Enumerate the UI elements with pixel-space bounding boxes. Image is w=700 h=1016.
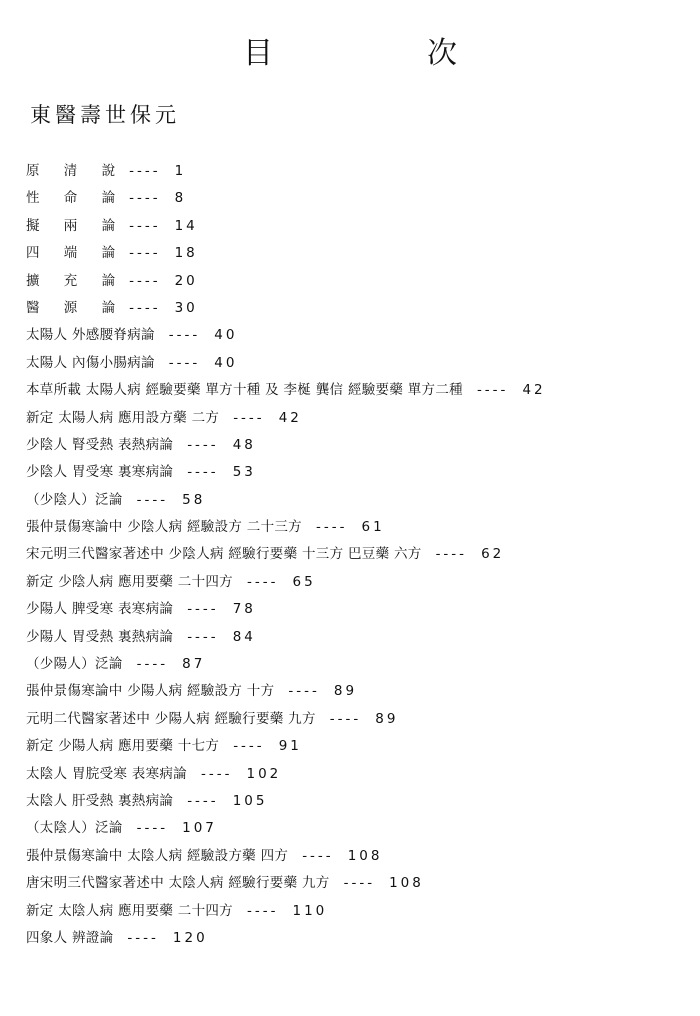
- toc-entry: [26, 268, 686, 295]
- toc-entry: [26, 761, 686, 788]
- toc-page-number: 105: [232, 792, 268, 809]
- toc-entry-title: 性 命 論: [26, 190, 126, 207]
- toc-entry: [26, 240, 686, 267]
- toc-entry-title: 新定 太陰人病 應用要藥 二十四方: [26, 902, 233, 919]
- toc-entry-title: 張仲景傷寒論中 少陽人病 經驗設方 十方: [26, 683, 275, 700]
- toc-entry-title: 少陰人 腎受熱 表熱病論: [26, 436, 174, 453]
- toc-entry-title: 醫 源 論: [26, 299, 126, 316]
- toc-page-number: 89: [375, 710, 399, 727]
- toc-entry-title: 新定 少陽人病 應用要藥 十七方: [26, 738, 220, 755]
- toc-leader: ----: [187, 628, 219, 645]
- toc-page-number: 48: [232, 436, 256, 453]
- toc-leader: ----: [288, 683, 320, 700]
- toc-entry: [26, 925, 686, 952]
- toc-leader: ----: [435, 546, 468, 563]
- toc-page-number: 53: [232, 464, 256, 481]
- toc-entry-title: 太陰人 胃脘受寒 表寒病論: [26, 765, 187, 782]
- toc-entry: [26, 898, 686, 925]
- toc-page-number: 42: [522, 382, 546, 399]
- toc-entry: [26, 405, 686, 432]
- toc-page-number: 78: [232, 601, 256, 618]
- toc-leader: ----: [129, 245, 161, 262]
- toc-entry: [26, 706, 686, 733]
- toc-entry-title: 擴 充 論: [26, 272, 126, 289]
- toc-leader: ----: [329, 710, 362, 727]
- toc-page-number: 102: [246, 765, 282, 782]
- toc-entry: [26, 213, 686, 240]
- toc-entry: [26, 295, 686, 322]
- table-of-contents: [26, 158, 686, 952]
- toc-page-number: 42: [278, 409, 302, 426]
- toc-page-number: 20: [174, 272, 198, 289]
- toc-leader: ----: [136, 820, 169, 837]
- toc-leader: ----: [129, 163, 161, 179]
- toc-leader: ----: [200, 765, 233, 782]
- toc-entry: [26, 377, 686, 404]
- toc-entry-title: 四 端 論: [26, 245, 126, 262]
- toc-entry: [26, 678, 686, 705]
- toc-entry-title: 元明二代醫家著述中 少陽人病 經驗行要藥 九方: [26, 710, 316, 727]
- toc-page-number: 14: [174, 217, 198, 234]
- toc-entry-title: 四象人 辨證論: [26, 929, 114, 946]
- toc-leader: ----: [129, 299, 161, 316]
- toc-leader: ----: [187, 792, 219, 809]
- toc-entry: [26, 843, 686, 870]
- toc-leader: ----: [302, 847, 334, 864]
- toc-page-number: 110: [292, 902, 328, 919]
- toc-page-number: 108: [389, 875, 424, 892]
- toc-entry: [26, 158, 686, 185]
- toc-entry-title: 少陰人 胃受寒 裏寒病論: [26, 464, 174, 481]
- toc-leader: ----: [127, 929, 159, 946]
- toc-entry: [26, 733, 686, 760]
- toc-leader: ----: [136, 491, 169, 508]
- toc-leader: ----: [187, 601, 219, 618]
- toc-entry-title: 本草所載 太陽人病 經驗要藥 單方十種 及 李梴 龔信 經驗要藥 單方二種: [26, 382, 463, 399]
- toc-entry: [26, 487, 686, 514]
- toc-page-number: 107: [182, 820, 217, 837]
- toc-entry-title: 少陽人 脾受寒 表寒病論: [26, 601, 174, 618]
- toc-entry-title: （少陽人）泛論: [26, 656, 123, 673]
- toc-leader: ----: [129, 272, 161, 289]
- toc-entry-title: 擬 兩 論: [26, 217, 126, 234]
- toc-entry: [26, 569, 686, 596]
- toc-leader: ----: [129, 217, 161, 234]
- toc-leader: ----: [168, 354, 201, 371]
- toc-leader: ----: [233, 409, 265, 426]
- toc-entry-title: （少陰人）泛論: [26, 491, 123, 508]
- toc-entry: [26, 596, 686, 623]
- toc-entry-title: 新定 太陽人病 應用設方藥 二方: [26, 409, 220, 426]
- toc-page-number: 87: [182, 656, 206, 673]
- toc-page-number: 62: [481, 546, 505, 563]
- toc-entry: [26, 459, 686, 486]
- toc-entry: [26, 815, 686, 842]
- toc-entry-title: （太陰人）泛論: [26, 820, 123, 837]
- toc-leader: ----: [168, 327, 201, 344]
- book-title: 東醫壽世保元: [30, 103, 180, 127]
- toc-entry: [26, 624, 686, 651]
- toc-leader: ----: [246, 902, 279, 919]
- toc-entry-title: 張仲景傷寒論中 少陰人病 經驗設方 二十三方: [26, 519, 302, 536]
- toc-entry: [26, 870, 686, 897]
- toc-leader: ----: [129, 190, 161, 207]
- toc-page-number: 40: [214, 354, 238, 371]
- toc-entry-title: 唐宋明三代醫家著述中 太陰人病 經驗行要藥 九方: [26, 875, 330, 892]
- toc-page-number: 84: [232, 628, 256, 645]
- toc-leader: ----: [233, 738, 265, 755]
- toc-entry: [26, 350, 686, 377]
- toc-page-number: 18: [174, 245, 198, 262]
- toc-entry: [26, 322, 686, 349]
- toc-leader: ----: [136, 656, 169, 673]
- toc-entry-title: 太陽人 內傷小腸病論: [26, 354, 155, 371]
- toc-entry-title: 太陰人 肝受熱 裏熱病論: [26, 792, 174, 809]
- toc-leader: ----: [187, 436, 219, 453]
- toc-leader: ----: [187, 464, 219, 481]
- toc-page-number: 1: [174, 163, 187, 179]
- toc-leader: ----: [343, 875, 376, 892]
- toc-entry: [26, 541, 686, 568]
- toc-entry-title: 新定 少陰人病 應用要藥 二十四方: [26, 573, 233, 590]
- toc-entry: [26, 432, 686, 459]
- toc-entry: [26, 651, 686, 678]
- toc-page-number: 58: [182, 491, 206, 508]
- toc-page-number: 91: [278, 738, 302, 755]
- toc-leader: ----: [246, 573, 279, 590]
- toc-entry: [26, 788, 686, 815]
- page-title: 目 次: [243, 36, 519, 71]
- toc-entry: [26, 185, 686, 212]
- toc-page-number: 89: [333, 683, 358, 700]
- toc-page-number: 120: [172, 929, 208, 946]
- toc-leader: ----: [315, 519, 348, 536]
- toc-entry-title: 少陽人 胃受熱 裏熱病論: [26, 628, 174, 645]
- toc-page-number: 108: [347, 847, 383, 864]
- toc-page-number: 61: [361, 519, 385, 536]
- toc-page-number: 40: [214, 327, 238, 344]
- toc-entry: [26, 514, 686, 541]
- toc-entry-title: 太陽人 外感腰脊病論: [26, 327, 155, 344]
- toc-entry-title: 宋元明三代醫家著述中 少陰人病 經驗行要藥 十三方 巴豆藥 六方: [26, 546, 422, 563]
- toc-page-number: 30: [174, 299, 198, 316]
- toc-leader: ----: [476, 382, 509, 399]
- toc-entry-title: 張仲景傷寒論中 太陰人病 經驗設方藥 四方: [26, 847, 289, 864]
- toc-page-number: 8: [174, 190, 187, 207]
- toc-page-number: 65: [292, 573, 316, 590]
- toc-entry-title: 原 清 說: [26, 163, 126, 179]
